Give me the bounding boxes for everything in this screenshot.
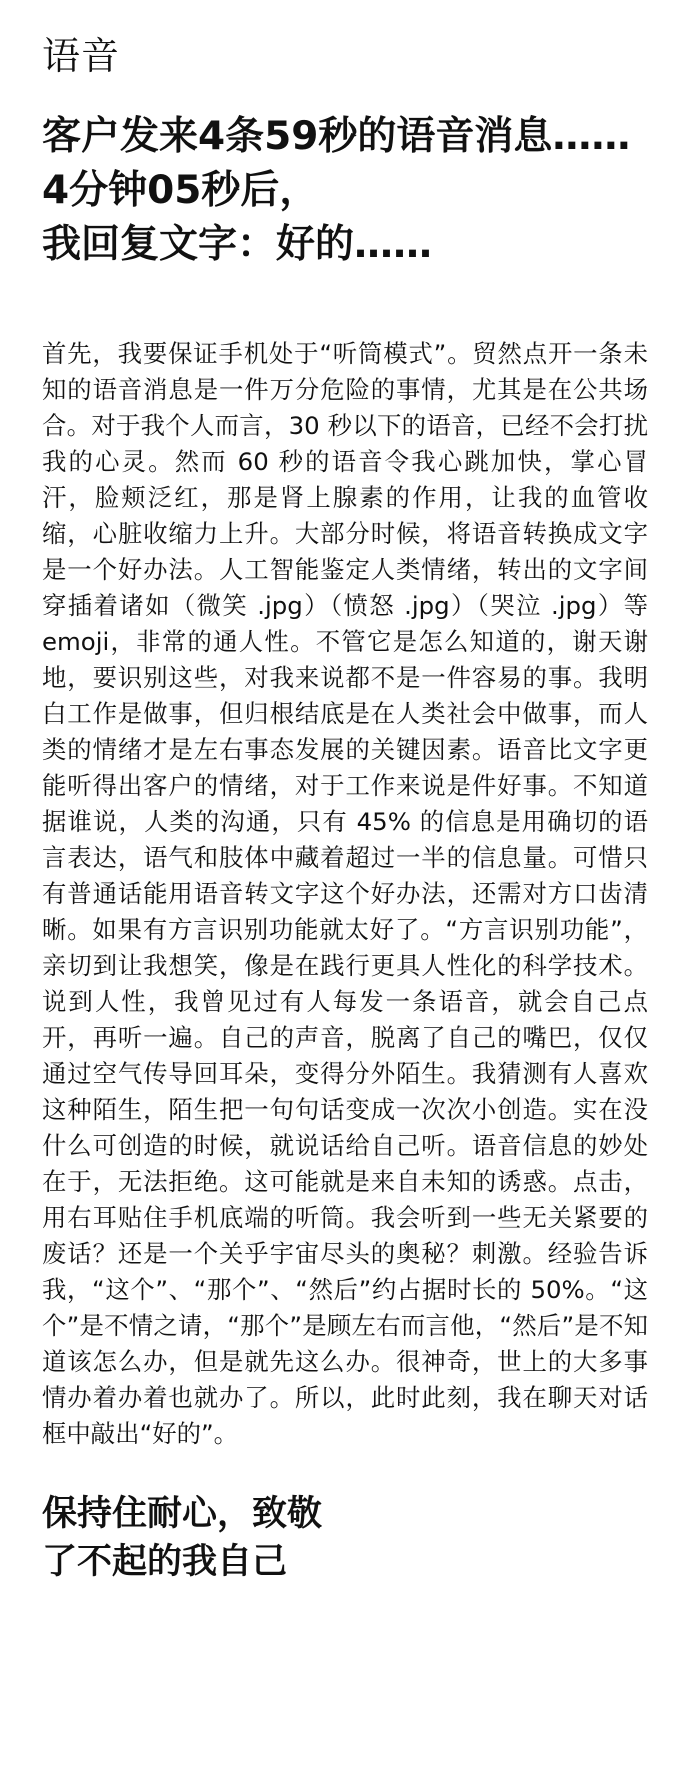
headline [42, 110, 648, 272]
closing-line-2: 了不起的我自己 [42, 1542, 288, 1582]
headline-line-2: 4分钟05秒后， [42, 168, 319, 213]
closing-line-1: 保持住耐心，致敬 [42, 1494, 323, 1534]
headline-line-3: 我回复文字：好的…… [42, 222, 433, 267]
headline-line-1: 客户发来4条59秒的语音消息…… [42, 114, 631, 159]
section-label: 语音 [42, 34, 121, 78]
closing-statement [42, 1490, 648, 1586]
body-paragraph: 首先，我要保证手机处于“听筒模式”。贸然点开一条未知的语音消息是一件万分危险的事情，尤其是在公共场合。对于我个人而言，30 秒以下的语音，已经不会打扰我的心灵。然而 60 秒的语音令我心跳加快，掌心冒汗，脸颊泛红，那是肾上腺素的作用，让我的血管收缩，心脏收缩力上升。大部分时候，将语音转换成文字是一个好办法。人工智能鉴定人类情绪，转出的文字间穿插着诸如（微笑 .jpg）（愤怒 .jpg）（哭泣 .jpg）等 emoji，非常的通人性。不管它是怎么知道的，谢天谢地，要识别这些，对我来说都不是一件容易的事。我明白工作是做事，但归根结底是在人类社会中做事，而人类的情绪才是左右事态发展的关键因素。语音比文字更能听得出客户的情绪，对于工作来说是件好事。不知道据谁说，人类的沟通，只有 45% 的信息是用确切的语言表达，语气和肢体中藏着超过一半的信息量。可惜只有普通话能用语音转文字这个好办法，还需对方口齿清晰。如果有方言识别功能就太好了。“方言识别功能”，亲切到让我想笑，像是在践行更具人性化的科学技术。说到人性，我曾见过有人每发一条语音，就会自己点开，再听一遍。自己的声音，脱离了自己的嘴巴，仅仅通过空气传导回耳朵，变得分外陌生。我猜测有人喜欢这种陌生，陌生把一句句话变成一次次小创造。实在没什么可创造的时候，就说话给自己听。语音信息的妙处在于，无法拒绝。这可能就是来自未知的诱惑。点击，用右耳贴住手机底端的听筒。我会听到一些无关紧要的废话？还是一个关乎宇宙尽头的奥秘？刺激。经验告诉我，“这个”、“那个”、“然后”约占据时长的 50%。“这个”是不情之请，“那个”是顾左右而言他，“然后”是不知道该怎么办，但是就先这么办。很神奇，世上的大多事情办着办着也就办了。所以，此时此刻，我在聊天对话框中敲出“好的”。 [42, 339, 648, 1448]
